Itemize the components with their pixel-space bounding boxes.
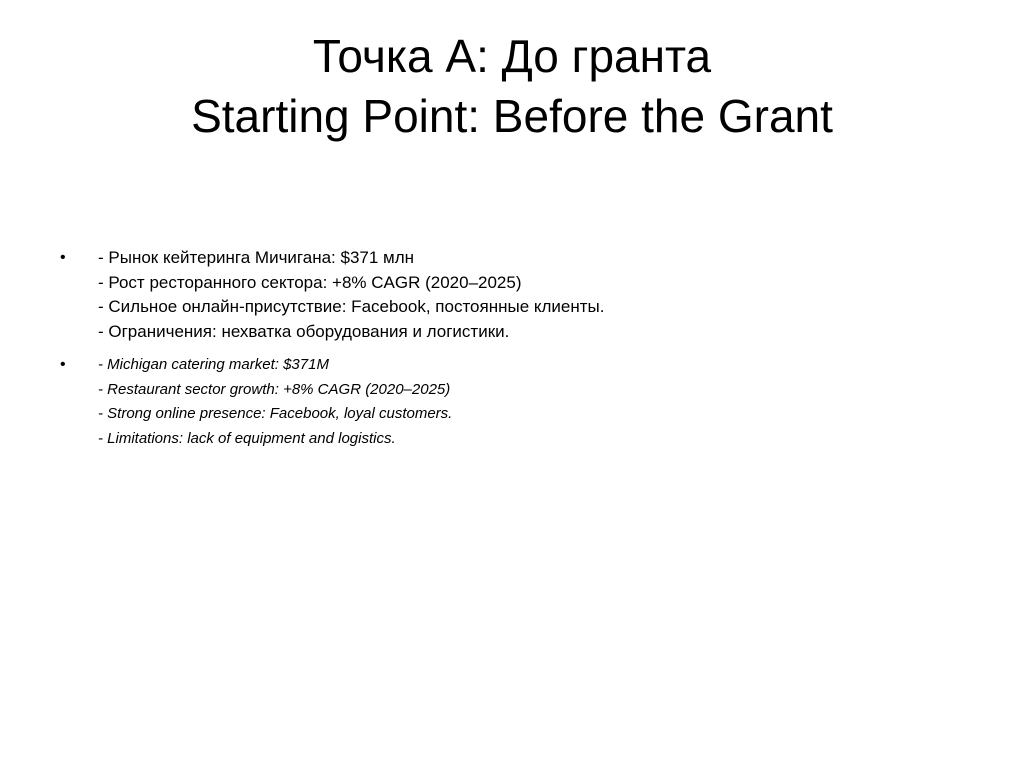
title-line-english: Starting Point: Before the Grant — [191, 90, 833, 142]
bullet-line: - Strong online presence: Facebook, loyal customers. — [98, 405, 453, 422]
bullet-line: - Сильное онлайн-присутствие: Facebook, постоянные клиенты. — [98, 297, 605, 316]
bullet-line: - Рынок кейтеринга Мичигана: $371 млн — [98, 248, 415, 267]
title-line-russian: Точка А: До гранта — [312, 30, 712, 82]
bullet-english — [52, 353, 952, 451]
bullet-russian — [52, 246, 952, 344]
bullet-dot-icon: • — [60, 249, 66, 266]
bullet-line: - Michigan catering market: $371M — [98, 356, 329, 373]
bullet-line: - Restaurant sector growth: +8% CAGR (2020–2025) — [98, 380, 451, 398]
bullet-dot-icon: • — [60, 356, 66, 373]
slide-title — [60, 26, 964, 146]
bullet-line: - Limitations: lack of equipment and logistics. — [98, 429, 396, 447]
bullet-line: - Ограничения: нехватка оборудования и логистики. — [98, 321, 510, 341]
slide-body — [52, 246, 952, 460]
bullet-line: - Рост ресторанного сектора: +8% CAGR (2020–2025) — [98, 272, 522, 292]
